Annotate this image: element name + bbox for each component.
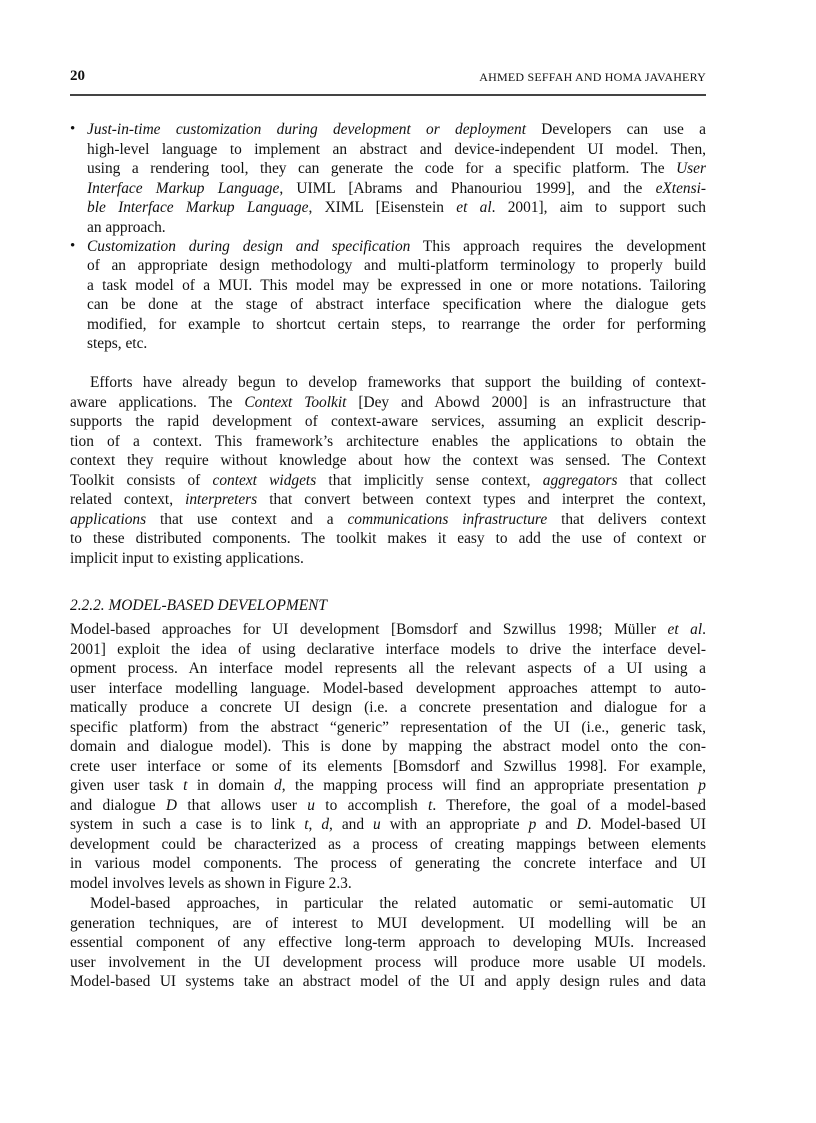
text-line: [70, 796, 706, 816]
text-line: [70, 933, 706, 953]
italic-text: ble Interface Markup Language: [87, 199, 309, 217]
text: that delivers context: [547, 510, 706, 528]
text: crete user interface or some of its elements [Bomsdorf and Szwillus 1998]. For example,: [70, 757, 706, 775]
text-line: [87, 237, 706, 257]
text-line: [70, 698, 706, 718]
text: that allows user: [177, 796, 308, 814]
italic-text: u: [307, 796, 315, 814]
text: in various model components. The process of generating the concrete interface and UI: [70, 855, 706, 873]
text: generation techniques, are of interest to MUI development. UI modelling will be an: [70, 914, 706, 932]
text: and dialogue: [70, 796, 166, 814]
italic-text: d: [273, 777, 282, 795]
text: model involves levels as shown in Figure 2.3.: [70, 874, 352, 892]
italic-text: t: [304, 816, 309, 834]
text-line: [70, 393, 706, 413]
italic-text: User: [676, 160, 706, 178]
text: ,: [308, 816, 322, 834]
text: that implicitly sense context,: [316, 471, 543, 489]
text: that use context and a: [146, 510, 348, 528]
bullet-icon: •: [70, 237, 76, 254]
text: high-level language to implement an abstract and device-independent UI model. Then,: [87, 140, 706, 158]
italic-text: aggregators: [542, 471, 618, 489]
italic-text: eXtensi-: [655, 179, 706, 197]
text: in domain: [187, 777, 274, 795]
text: Developers can use a: [525, 121, 706, 139]
text: modified, for example to shortcut certain steps, to rearrange the order for performing: [87, 315, 706, 333]
text: , the mapping process will find an appropriate presentation: [281, 777, 699, 795]
text: implicit input to existing applications.: [70, 549, 304, 567]
text: .: [702, 621, 706, 639]
italic-text: context widgets: [212, 471, 317, 489]
text-line: [87, 198, 706, 218]
text: , UIML [Abrams and Phanouriou 1999], and the: [279, 179, 656, 197]
text: Model-based UI systems take an abstract model of the UI and apply design rules and data: [70, 973, 706, 991]
text: . Model-based UI: [587, 816, 706, 834]
text: specific platform) from the abstract “generic” representation of the UI (i.e., generic task,: [70, 718, 706, 736]
page-number: 20: [70, 68, 85, 84]
text-line: [87, 334, 706, 354]
text-line: [87, 218, 706, 238]
text-line: [70, 640, 706, 660]
text-line: [87, 256, 706, 276]
text-line: [70, 620, 706, 640]
text-line: [70, 679, 706, 699]
text-line: [90, 894, 706, 914]
text: user interface modelling language. Model-based development approaches attempt to auto-: [70, 679, 706, 697]
italic-text: et al: [667, 621, 703, 639]
text: steps, etc.: [87, 335, 148, 353]
text: Toolkit consists of: [70, 471, 213, 489]
section-heading: 2.2.2. MODEL-BASED DEVELOPMENT: [70, 597, 327, 614]
text: essential component of any effective long-term approach to developing MUIs. Increased: [70, 934, 706, 952]
text-line: [70, 854, 706, 874]
text: Efforts have already begun to develop frameworks that support the building of context-: [90, 374, 706, 392]
text: aware applications. The: [70, 393, 245, 411]
text: related context,: [70, 491, 186, 509]
text-line: [70, 914, 706, 934]
text: that convert between context types and interpret the context,: [257, 491, 706, 509]
text-line: [70, 874, 706, 894]
text: system in such a case is to link: [70, 816, 305, 834]
text: opment process. An interface model represents all the relevant aspects of a UI using a: [70, 660, 706, 678]
text-line: [87, 159, 706, 179]
text-line: [87, 315, 706, 335]
text-line: [70, 659, 706, 679]
italic-text: Customization during design and specification: [87, 237, 411, 255]
italic-text: Context Toolkit: [244, 393, 347, 411]
text-line: [70, 835, 706, 855]
text: Model-based approaches for UI development [Bomsdorf and Szwillus 1998; Müller: [70, 621, 668, 639]
text: and: [536, 816, 577, 834]
header-rule: [70, 94, 706, 96]
text-line: [87, 295, 706, 315]
italic-text: Just-in-time customization during development or deployment: [87, 121, 526, 139]
text-line: [70, 471, 706, 491]
text: development could be characterized as a process of creating mappings between elements: [70, 835, 706, 853]
text-line: [70, 815, 706, 835]
text-line: [70, 972, 706, 992]
text: an approach.: [87, 218, 166, 236]
text-line: [87, 276, 706, 296]
text: can be done at the stage of abstract interface specification where the dialogue gets: [87, 296, 706, 314]
text-line: [87, 140, 706, 160]
text: This approach requires the development: [410, 237, 706, 255]
text: 2001] exploit the idea of using declarative interface models to drive the interface devel-: [70, 640, 706, 658]
italic-text: p: [528, 816, 537, 834]
text: given user task: [70, 777, 184, 795]
text-line: [70, 412, 706, 432]
italic-text: p: [698, 777, 706, 795]
text-line: [70, 451, 706, 471]
text: to accomplish: [314, 796, 429, 814]
text-line: [70, 737, 706, 757]
text: . Therefore, the goal of a model-based: [432, 796, 706, 814]
italic-text: Interface Markup Language: [87, 179, 280, 197]
text-line: [87, 179, 706, 199]
text-line: [87, 120, 706, 140]
text: context they require without knowledge about how the context was sensed. The Context: [70, 452, 706, 470]
italic-text: D: [165, 796, 178, 814]
text: [Dey and Abowd 2000] is an infrastructure that: [346, 393, 706, 411]
text: matically produce a concrete UI design (i.e. a concrete presentation and dialogue for a: [70, 699, 706, 717]
text-line: [70, 510, 706, 530]
text: user involvement in the UI development process will produce more usable UI models.: [70, 953, 706, 971]
text: using a rendering tool, they can generate the code for a specific platform. The: [87, 160, 677, 178]
italic-text: t: [428, 796, 433, 814]
text-line: [70, 757, 706, 777]
text-line: [70, 490, 706, 510]
text: of an appropriate design methodology and multi-platform terminology to properly build: [87, 257, 706, 275]
text-line: [70, 529, 706, 549]
italic-text: et al: [456, 199, 492, 217]
running-header-authors: AHMED SEFFAH AND HOMA JAVAHERY: [479, 70, 706, 84]
italic-text: d: [321, 816, 330, 834]
text: that collect: [617, 471, 707, 489]
text: with an appropriate: [380, 816, 529, 834]
italic-text: D: [576, 816, 588, 834]
italic-text: communications infrastructure: [347, 510, 548, 528]
text-line: [90, 373, 706, 393]
italic-text: t: [183, 777, 188, 795]
text: , XIML [Eisenstein: [308, 199, 457, 217]
text: a task model of a MUI. This model may be expressed in one or more notations. Tailoring: [87, 276, 706, 294]
text-line: [70, 953, 706, 973]
text-line: [70, 776, 706, 796]
text-line: [70, 718, 706, 738]
text: domain and dialogue model). This is done by mapping the abstract model onto the con-: [70, 738, 706, 756]
bullet-icon: •: [70, 121, 76, 138]
italic-text: applications: [70, 510, 147, 528]
text: Model-based approaches, in particular the related automatic or semi-automatic UI: [90, 895, 706, 913]
italic-text: u: [373, 816, 381, 834]
text: to these distributed components. The toolkit makes it easy to add the use of context or: [70, 530, 706, 548]
italic-text: interpreters: [185, 491, 258, 509]
text: supports the rapid development of context-aware services, assuming an explicit descrip-: [70, 413, 706, 431]
text-line: [70, 549, 706, 569]
text: , and: [329, 816, 374, 834]
text: . 2001], aim to support such: [491, 199, 706, 217]
text: tion of a context. This framework’s architecture enables the applications to obtain the: [70, 432, 706, 450]
text-line: [70, 432, 706, 452]
